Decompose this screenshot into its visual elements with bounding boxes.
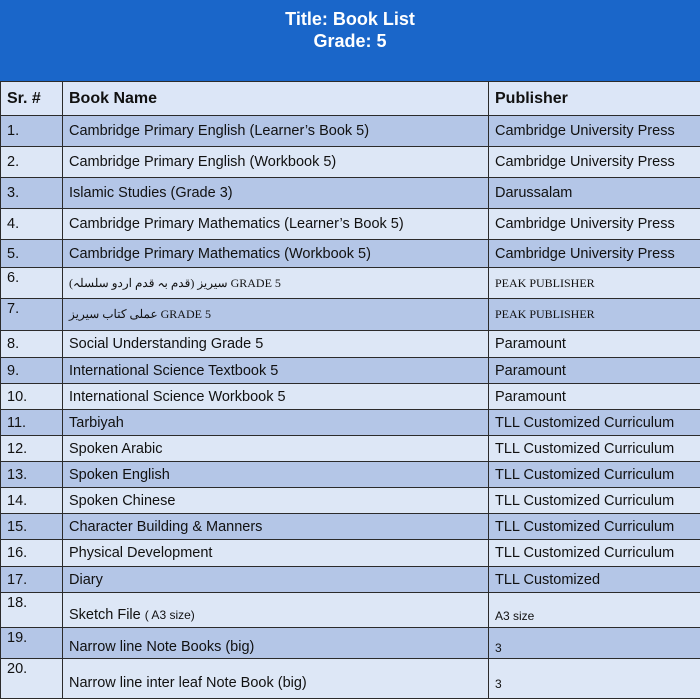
sr-cell: 1. [1, 116, 63, 147]
sr-cell: 6. [1, 268, 63, 299]
publisher-cell: 3 [489, 659, 700, 699]
book-size-note: ( A3 size) [144, 608, 195, 622]
publisher-cell: TLL Customized Curriculum [489, 462, 700, 488]
column-header-sr: Sr. # [1, 82, 63, 116]
sr-cell: 2. [1, 147, 63, 178]
table-header-row [1, 82, 700, 116]
book-name-cell: International Science Workbook 5 [63, 384, 489, 410]
publisher-cell: TLL Customized Curriculum [489, 540, 700, 567]
book-name-text: Sketch File [69, 607, 141, 623]
book-name-cell: Diary [63, 567, 489, 593]
book-name-cell [63, 593, 489, 628]
table-row [1, 240, 700, 268]
sr-cell: 10. [1, 384, 63, 410]
sr-cell: 5. [1, 240, 63, 268]
table-row [1, 436, 700, 462]
sr-cell: 14. [1, 488, 63, 514]
sr-cell: 17. [1, 567, 63, 593]
table-row [1, 659, 700, 699]
grade-subtitle: Grade: 5 [313, 31, 387, 51]
publisher-cell: PEAK PUBLISHER [489, 268, 700, 299]
publisher-cell: Cambridge University Press [489, 147, 700, 178]
table-row [1, 268, 700, 299]
title-banner [0, 0, 700, 81]
table-row [1, 299, 700, 331]
book-name-cell: Spoken Chinese [63, 488, 489, 514]
book-name-cell: Spoken Arabic [63, 436, 489, 462]
book-name-cell: Cambridge Primary Mathematics (Learner’s Book 5) [63, 209, 489, 240]
publisher-cell: 3 [489, 628, 700, 659]
sr-cell: 18. [1, 593, 63, 628]
publisher-cell: TLL Customized [489, 567, 700, 593]
publisher-cell: Cambridge University Press [489, 209, 700, 240]
table-row [1, 116, 700, 147]
table-row [1, 514, 700, 540]
book-name-cell: Spoken English [63, 462, 489, 488]
publisher-cell: TLL Customized Curriculum [489, 410, 700, 436]
book-name-cell: Narrow line Note Books (big) [63, 628, 489, 659]
book-list-table [0, 81, 700, 699]
publisher-cell: Cambridge University Press [489, 116, 700, 147]
table-row [1, 147, 700, 178]
publisher-cell: TLL Customized Curriculum [489, 514, 700, 540]
table-row [1, 384, 700, 410]
publisher-cell: Cambridge University Press [489, 240, 700, 268]
sr-cell: 12. [1, 436, 63, 462]
sr-cell: 19. [1, 628, 63, 659]
publisher-cell: Paramount [489, 331, 700, 358]
table-row [1, 540, 700, 567]
sr-cell: 16. [1, 540, 63, 567]
publisher-cell: Paramount [489, 384, 700, 410]
sr-cell: 11. [1, 410, 63, 436]
table-row [1, 593, 700, 628]
table-row [1, 628, 700, 659]
table-row [1, 488, 700, 514]
sr-cell: 15. [1, 514, 63, 540]
sr-cell: 7. [1, 299, 63, 331]
sr-cell: 4. [1, 209, 63, 240]
table-row [1, 410, 700, 436]
book-name-cell: Physical Development [63, 540, 489, 567]
book-name-cell: Cambridge Primary Mathematics (Workbook 5) [63, 240, 489, 268]
book-name-cell: Character Building & Manners [63, 514, 489, 540]
table-row [1, 462, 700, 488]
table-row [1, 358, 700, 384]
book-name-cell: International Science Textbook 5 [63, 358, 489, 384]
publisher-cell: PEAK PUBLISHER [489, 299, 700, 331]
book-name-cell: Cambridge Primary English (Workbook 5) [63, 147, 489, 178]
table-row [1, 567, 700, 593]
book-name-cell: Social Understanding Grade 5 [63, 331, 489, 358]
publisher-cell: TLL Customized Curriculum [489, 436, 700, 462]
table-row [1, 331, 700, 358]
book-name-cell: عملی کتاب سیریز GRADE 5 [63, 299, 489, 331]
column-header-book-name: Book Name [63, 82, 489, 116]
book-name-cell: Narrow line inter leaf Note Book (big) [63, 659, 489, 699]
publisher-cell: A3 size [489, 593, 700, 628]
table-row [1, 209, 700, 240]
column-header-publisher: Publisher [489, 82, 700, 116]
sr-cell: 20. [1, 659, 63, 699]
sr-cell: 8. [1, 331, 63, 358]
sr-cell: 3. [1, 178, 63, 209]
page-title: Title: Book List [285, 9, 415, 29]
publisher-cell: TLL Customized Curriculum [489, 488, 700, 514]
publisher-cell: Darussalam [489, 178, 700, 209]
book-name-cell: Islamic Studies (Grade 3) [63, 178, 489, 209]
sr-cell: 9. [1, 358, 63, 384]
publisher-cell: Paramount [489, 358, 700, 384]
sr-cell: 13. [1, 462, 63, 488]
book-name-cell: Cambridge Primary English (Learner’s Book 5) [63, 116, 489, 147]
book-name-cell: (قدم بہ قدم اردو سلسلہ) سیریز GRADE 5 [63, 268, 489, 299]
book-name-cell: Tarbiyah [63, 410, 489, 436]
table-row [1, 178, 700, 209]
